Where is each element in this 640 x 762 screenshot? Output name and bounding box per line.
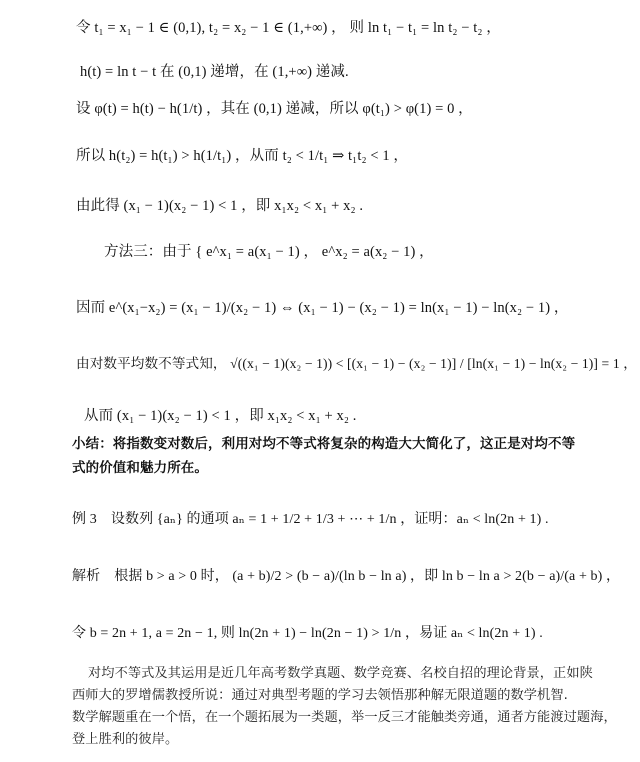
- line-2: h(t) = ln t − t 在 (0,1) 递增，在 (1,+∞) 递减.: [80, 64, 349, 80]
- line-1: 令 t₁ = x₁ − 1 ∈ (0,1), t₂ = x₂ − 1 ∈ (1,+∞) ， 则 ln t₁ − t₁ = ln t₂ − t₂ ，: [76, 20, 501, 36]
- closing-para-line-3: 数学解题重在一个悟，在一个题拓展为一类题，举一反三才能触类旁通，通者方能渡过题海，: [72, 710, 617, 725]
- analysis-line: 解析 根据 b > a > 0 时， (a + b)/2 > (b − a)/(ln b − ln a) ，即 ln b − ln a > 2(b − a)/(a + b) ，: [72, 569, 621, 584]
- line-9: 从而 (x₁ − 1)(x₂ − 1) < 1 ，即 x₁x₂ < x₁ + x₂ .: [84, 408, 357, 424]
- line-4: 所以 h(t₂) = h(t₁) > h(1/t₁) ，从而 t₂ < 1/t₁ ⇒ t₁t₂ < 1 ，: [76, 148, 409, 164]
- line-6: 方法三：由于 { e^x₁ = a(x₁ − 1) ， e^x₂ = a(x₂ − 1) ，: [104, 244, 434, 260]
- closing-para-line-1: 对均不等式及其运用是近几年高考数学真题、数学竞赛、名校自招的理论背景，正如陕: [88, 666, 593, 681]
- line-3: 设 φ(t) = h(t) − h(1/t) ，其在 (0,1) 递减，所以 φ(t₁) > φ(1) = 0 ，: [76, 101, 473, 117]
- example-3-line: 例 3 设数列 {aₙ} 的通项 aₙ = 1 + 1/2 + 1/3 + ⋯ + 1/n ，证明：aₙ < ln(2n + 1) .: [72, 512, 549, 527]
- summary-line-1: 小结：将指数变对数后，利用对均不等式将复杂的构造大大简化了，这正是对均不等: [72, 436, 576, 452]
- closing-para-line-4: 登上胜利的彼岸。: [72, 732, 179, 747]
- closing-para-line-2: 西师大的罗增儒教授所说：通过对典型考题的学习去领悟那种解无限道题的数学机智.: [72, 688, 568, 703]
- summary-line-2: 式的价值和魅力所在。: [72, 460, 208, 476]
- line-5: 由此得 (x₁ − 1)(x₂ − 1) < 1 ，即 x₁x₂ < x₁ + x₂ .: [76, 198, 364, 214]
- substitution-line: 令 b = 2n + 1, a = 2n − 1, 则 ln(2n + 1) − ln(2n − 1) > 1/n ，易证 aₙ < ln(2n + 1) .: [72, 626, 543, 641]
- line-7: 因而 e^(x₁−x₂) = (x₁ − 1)/(x₂ − 1) ⇔ (x₁ − 1) − (x₂ − 1) = ln(x₁ − 1) − ln(x₂ − 1) ，: [76, 300, 569, 316]
- line-8: 由对数平均数不等式知， √((x₁ − 1)(x₂ − 1)) < [(x₁ − 1) − (x₂ − 1)] / [ln(x₁ − 1) − ln(x₂ − 1)] = 1 ，: [76, 356, 637, 371]
